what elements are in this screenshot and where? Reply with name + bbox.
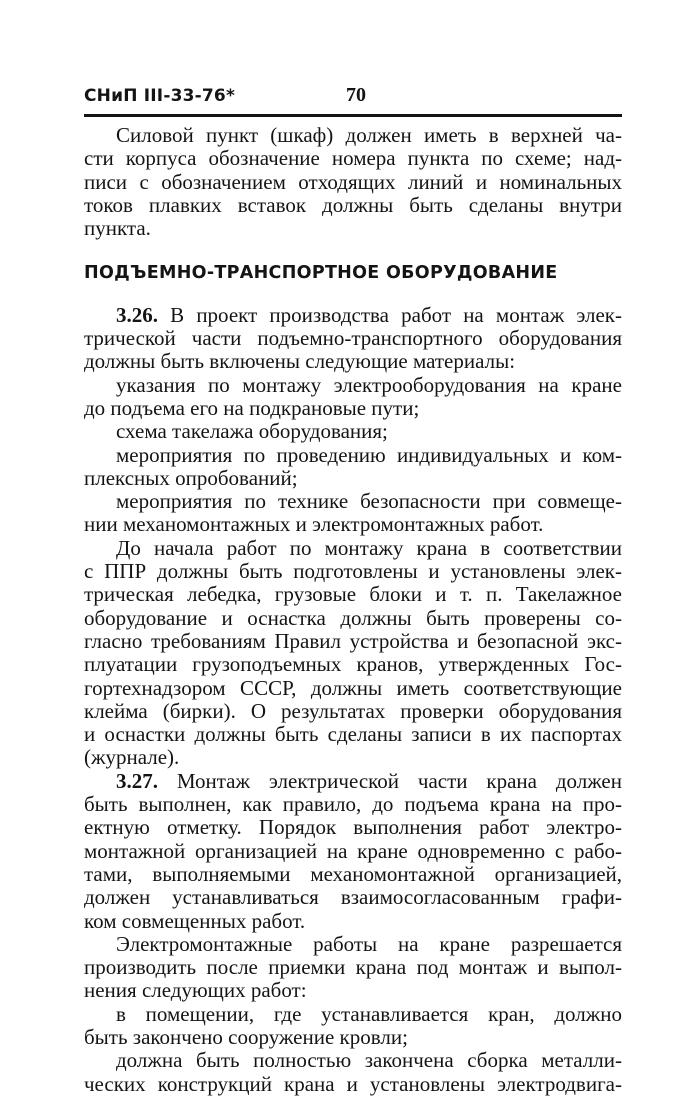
- text-line: [84, 304, 622, 327]
- page-number: 70: [346, 84, 366, 106]
- text-line: трическая лебедка, грузовые блоки и т. п. Такелажное: [84, 582, 622, 607]
- text-line: плуатации грузоподъемных кранов, утвержденных Гос-: [84, 652, 622, 677]
- text-line: мероприятия по проведению индивидуальных и ком-: [116, 442, 622, 467]
- text-line: монтажной организацией на кране одновременно с рабо-: [84, 838, 622, 863]
- document-code: СНиП III-33-76*: [84, 86, 236, 106]
- condition-item: [84, 1003, 622, 1050]
- page-body: [84, 124, 622, 1096]
- text-line: плексных опробований;: [84, 465, 298, 490]
- text-line: быть выполнен, как правило, до подъема крана на про-: [84, 792, 622, 817]
- list-item: [84, 420, 622, 443]
- text-line: должен устанавливаться взаимосогласованным графи-: [84, 885, 622, 910]
- clause-number: 3.27.: [116, 768, 158, 793]
- text-line: гортехнадзором СССР, должны иметь соответствующие: [84, 675, 622, 700]
- list-item: [84, 490, 622, 537]
- crane-paragraph: [84, 537, 622, 770]
- text-line: нии механомонтажных и электромонтажных работ.: [84, 512, 544, 537]
- text-line: оборудование и оснастка должны быть проверены со-: [84, 605, 622, 630]
- list-item: [84, 444, 622, 491]
- text-line: с ППР должны быть подготовлены и установлены элек-: [84, 559, 622, 584]
- text-line: ческих конструкций крана и установлены электродвига-: [84, 1071, 622, 1096]
- text-line: клейма (бирки). О результатах проверки оборудования: [84, 698, 622, 723]
- text-line: ком совмещенных работ.: [84, 908, 306, 933]
- section-heading: ПОДЪЕМНО-ТРАНСПОРТНОЕ ОБОРУДОВАНИЕ: [84, 263, 558, 284]
- text-line: указания по монтажу электрооборудования на кране: [116, 372, 622, 397]
- clause-text: В проект производства работ на монтаж элек-: [158, 302, 622, 327]
- text-line: производить после приемки крана под монтаж и выпол-: [84, 955, 622, 980]
- list-item: [84, 374, 622, 421]
- text-line: должны быть включены следующие материалы:: [84, 349, 516, 374]
- text-line: ектную отметку. Порядок выполнения работ электро-: [84, 815, 622, 840]
- text-line: до подъема его на подкрановые пути;: [84, 395, 420, 420]
- text-line: [84, 770, 622, 793]
- clause-3-26: [84, 304, 622, 374]
- text-line: (журнале).: [84, 745, 180, 770]
- text-line: токов плавких вставок должны быть сделаны внутри: [84, 192, 622, 217]
- text-line: пункта.: [84, 216, 151, 241]
- text-line: трической части подъемно-транспортного оборудования: [84, 326, 622, 351]
- text-line: тами, выполняемыми механомонтажной организацией,: [84, 861, 622, 886]
- clause-number: 3.26.: [116, 302, 158, 327]
- text-line: мероприятия по технике безопасности при совмеще-: [116, 489, 622, 514]
- page-header: [84, 80, 622, 112]
- text-line: и оснастки должны быть сделаны записи в их паспортах: [84, 722, 622, 747]
- clause-text: Монтаж электрической части крана должен: [158, 768, 622, 793]
- text-line: До начала работ по монтажу крана в соответствии: [116, 535, 622, 560]
- electrical-paragraph: [84, 933, 622, 1003]
- text-line: Силовой пункт (шкаф) должен иметь в верхней ча-: [116, 123, 622, 147]
- header-rule: [84, 114, 622, 117]
- text-line: быть закончено сооружение кровли;: [84, 1024, 408, 1049]
- text-line: гласно требованиям Правил устройства и безопасной экс-: [84, 628, 622, 653]
- text-line: писи с обозначением отходящих линий и номинальных: [84, 169, 622, 194]
- text-line: схема такелажа оборудования;: [116, 419, 388, 444]
- text-line: Электромонтажные работы на кране разрешается: [116, 931, 622, 956]
- text-line: нения следующих работ:: [84, 978, 307, 1003]
- text-line: в помещении, где устанавливается кран, должно: [116, 1001, 622, 1026]
- clause-3-27: [84, 770, 622, 933]
- text-line: должна быть полностью закончена сборка металли-: [116, 1048, 622, 1073]
- text-line: сти корпуса обозначение номера пункта по схеме; над-: [84, 146, 622, 171]
- condition-item: [84, 1049, 622, 1096]
- intro-paragraph: [84, 124, 622, 240]
